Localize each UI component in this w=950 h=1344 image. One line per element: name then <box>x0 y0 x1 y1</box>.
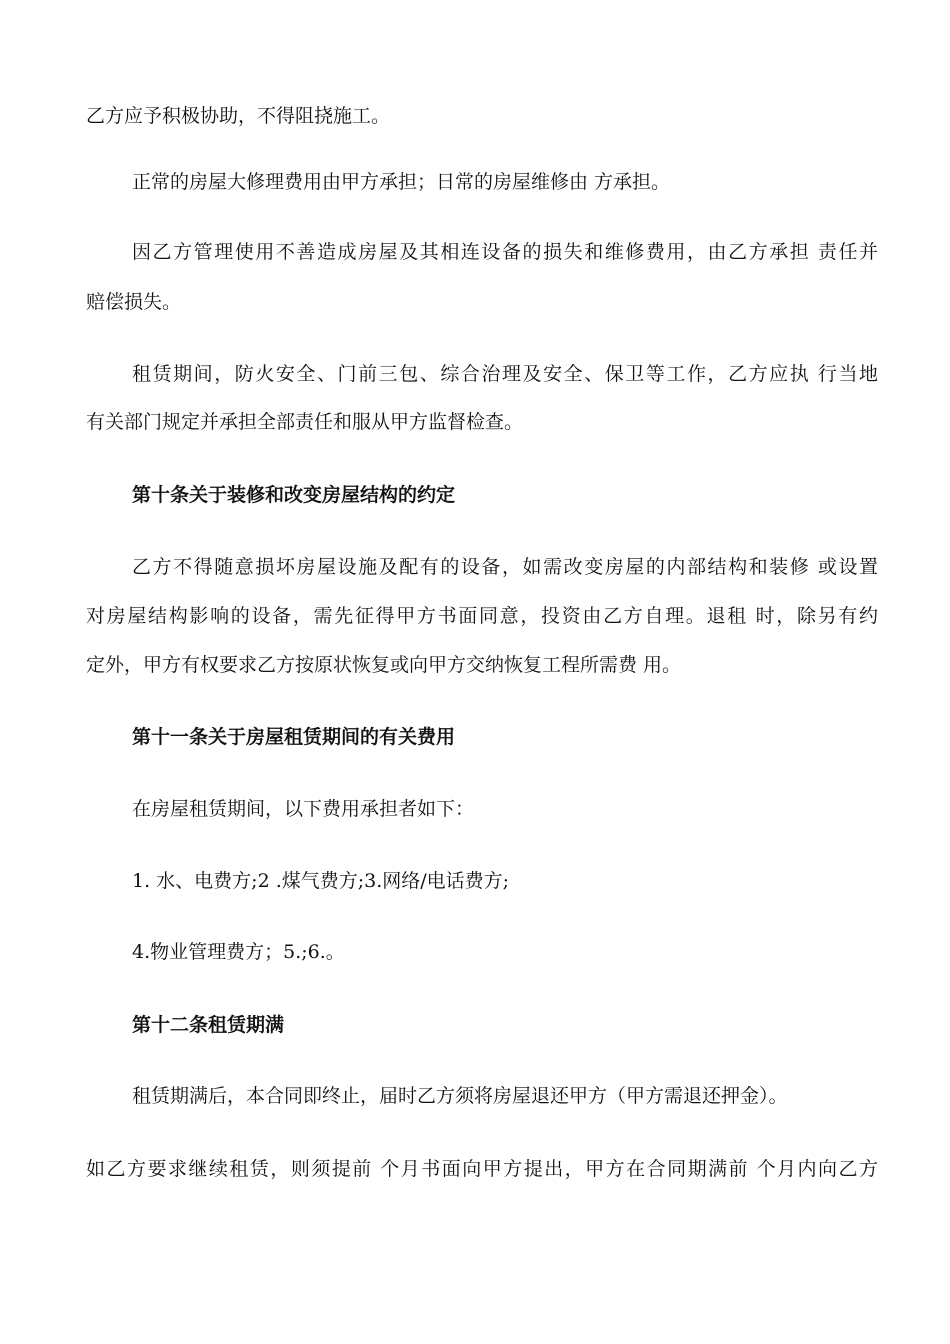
list-line: 4.物业管理费方；5.;6.。 <box>132 941 345 963</box>
paragraph-line: 租赁期间，防火安全、门前三包、综合治理及安全、保卫等工作，乙方应执 行当地 <box>132 363 878 385</box>
section-heading: 第十二条租赁期满 <box>132 1014 285 1036</box>
paragraph-line: 有关部门规定并承担全部责任和服从甲方监督检查。 <box>86 411 524 433</box>
list-line: 1. 水、电费方;2 .煤气费方;3.网络/电话费方; <box>132 870 510 892</box>
paragraph-line: 对房屋结构影响的设备，需先征得甲方书面同意，投资由乙方自理。退租 时，除另有约 <box>86 605 878 627</box>
paragraph-line: 正常的房屋大修理费用由甲方承担；日常的房屋维修由 方承担。 <box>132 171 671 193</box>
paragraph-line: 如乙方要求继续租赁，则须提前 个月书面向甲方提出，甲方在合同期满前 个月内向乙方 <box>86 1158 878 1180</box>
paragraph-line: 乙方应予积极协助，不得阻挠施工。 <box>86 105 391 127</box>
paragraph-line: 定外，甲方有权要求乙方按原状恢复或向甲方交纳恢复工程所需费 用。 <box>86 654 682 676</box>
section-heading: 第十条关于装修和改变房屋结构的约定 <box>132 484 456 506</box>
section-heading: 第十一条关于房屋租赁期间的有关费用 <box>132 726 456 748</box>
paragraph-line: 在房屋租赁期间，以下费用承担者如下： <box>132 798 475 820</box>
paragraph-line: 租赁期满后，本合同即终止，届时乙方须将房屋退还甲方（甲方需退还押金）。 <box>132 1085 788 1107</box>
paragraph-line: 因乙方管理使用不善造成房屋及其相连设备的损失和维修费用，由乙方承担 责任并 <box>132 241 878 263</box>
paragraph-line: 乙方不得随意损坏房屋设施及配有的设备，如需改变房屋的内部结构和装修 或设置 <box>132 556 878 578</box>
paragraph-line: 赔偿损失。 <box>86 291 182 313</box>
